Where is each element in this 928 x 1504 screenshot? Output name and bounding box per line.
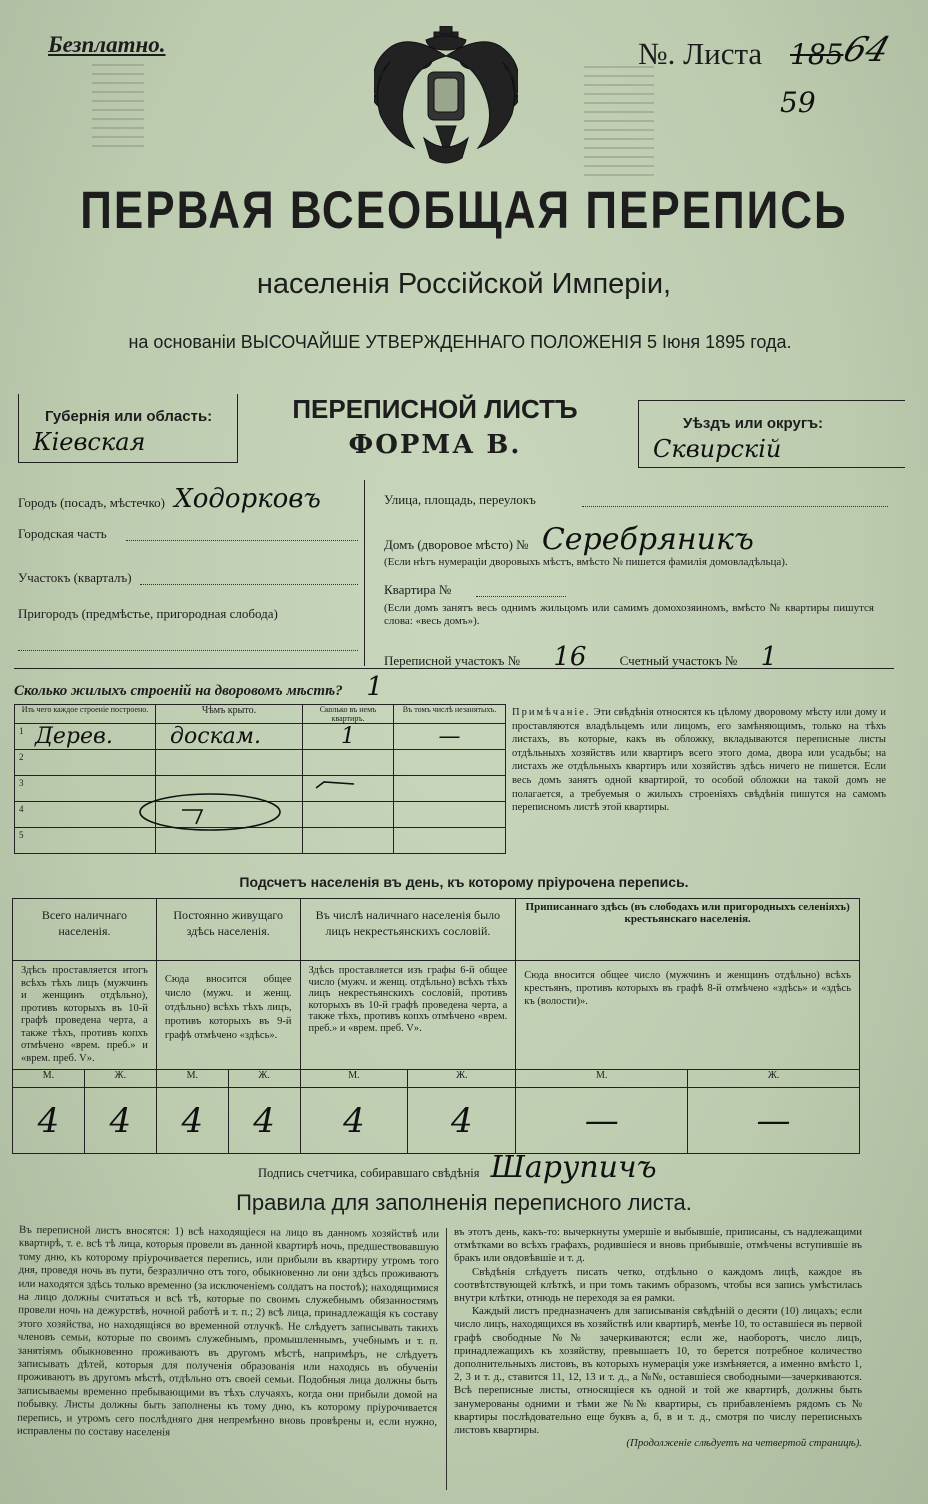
population-desc-2: Здѣсь проставляется изъ графы 6-й общее число (мужч. и женщ. отдѣльно) всѣхъ тѣхъ лицъ некрестьянскихъ сословій, противъ которыхъ въ 10-й графѣ проведена черта, а также тѣхъ, противъ копхъ отмѣчено «врем. преб.» и «врем. преб. V».	[300, 961, 516, 1070]
buildings-cell	[394, 750, 506, 776]
value-m-peasant: —	[516, 1088, 688, 1154]
buildings-answer: 1	[366, 672, 383, 702]
value-m-permanent: 4	[156, 1088, 228, 1154]
vacant-value: —	[394, 724, 506, 750]
label-f: Ж.	[228, 1070, 300, 1088]
house-row	[384, 522, 884, 557]
label-m: М.	[300, 1070, 408, 1088]
buildings-question: Сколько жилыхъ строеній на дворовомъ мѣстѣ?	[14, 683, 343, 699]
population-desc-3: Сюда вносится общее число (мужчинъ и женщинъ отдѣльно) всѣхъ крестьянъ, противъ которыхъ въ графѣ 8-й отмѣчено «здѣсь» и «здѣсь къ (волости)».	[516, 961, 860, 1070]
house-value: Серебряникъ	[541, 522, 754, 557]
census-area-label: Переписной участокъ №	[384, 653, 521, 668]
apartment-line	[476, 596, 566, 597]
value-f-non-peasant: 4	[408, 1088, 516, 1154]
population-sex-row	[13, 1070, 860, 1088]
signature-value: Шарупичъ	[490, 1150, 657, 1185]
rules-right-para-3: Каждый листъ предназначенъ для записыванія свѣдѣній о десяти (10) лицахъ; если число лицъ, находящихся въ хозяйствѣ или квартирѣ, менѣе 10, то оставшіеся въ первой графѣ свободные №№ зачеркиваются; если же, наоборотъ, число лицъ, принадлежащихъ къ хозяйству, превышаетъ 10, то берется потребное количество дополнительныхъ листовъ, въ которыхъ нумерація уже измѣняется, а именно вмѣсто 1, 2, 3 и т. д., ставится 11, 12, 13 и т. д., а №№, оставшіеся свободными—зачеркиваются. Всѣ переписные листы, относящіеся къ одной и той же квартирѣ, должны быть занумерованы одними и тѣми же №№ квартиры, съ прибавленіемъ рядомъ съ № квартиры послѣдовательно еще буквъ а, б, в и т. д., смотря по числу переписныхъ листовъ квартиры.	[454, 1305, 862, 1437]
buildings-note-title: Примѣчаніе.	[512, 707, 591, 718]
buildings-row	[14, 672, 383, 702]
label-f: Ж.	[408, 1070, 516, 1088]
house-note: (Если нѣтъ нумераціи дворовыхъ мѣстъ, вмѣсто № пишется фамилія домовладѣльца).	[384, 556, 788, 568]
population-head-2: Въ числѣ наличнаго населенія было лицъ некрестьянскихъ сословій.	[300, 899, 516, 961]
value-m-present: 4	[13, 1088, 85, 1154]
buildings-cell-material-1	[15, 724, 156, 750]
population-desc-1: Сюда вносится общее число (мужч. и женщ. отдѣльно) всѣхъ тѣхъ лицъ, противъ которыхъ въ 9-й графѣ отмѣчено «здѣсь».	[156, 961, 300, 1070]
sheet-title: ПЕРЕПИСНОЙ ЛИСТЪ	[292, 394, 578, 424]
row-number: 1	[19, 726, 24, 736]
population-title: Подсчетъ населенія въ день, къ которому пріурочена перепись.	[239, 874, 689, 890]
sheet-number-second: 59	[780, 86, 816, 119]
rules-column-divider	[446, 1228, 447, 1490]
buildings-note-text: Эти свѣдѣнія относятся къ цѣлому дворовому мѣсту или дому и проставляются владѣльцемъ или лицомъ, его замѣняющимъ, только на тѣхъ листахъ, въ которые, какъ въ обложку, вкладываются переписные листы отдѣльныхъ хозяйствъ или квартиръ всего этого дома, двора или усадьбы; на листахъ же отдѣльныхъ квартиръ или хозяйствъ здѣсь ничего не пишется. Если весь домъ занятъ одной квартирой, то особой обложки на такой домъ не полагается, а требуемыя о жилыхъ строеніяхъ свѣдѣнія пишутся на самомъ переписномъ листѣ этой квартиры.	[512, 707, 886, 814]
house-label: Домъ (дворовое мѣсто) №	[384, 537, 529, 552]
rules-right-column	[454, 1226, 862, 1450]
signature-row	[258, 1150, 738, 1185]
population-head-1: Постоянно живущаго здѣсь населенія.	[156, 899, 300, 961]
label-m: М.	[516, 1070, 688, 1088]
rules-right-para-2: Свѣдѣнія слѣдуетъ писать четко, отдѣльно о каждомъ лицѣ, каждое въ соотвѣтствующей клѣткѣ, и при томъ такимъ образомъ, чтобы вся запись умѣстилась внутри клѣтки, отнюдь не переходя за ея рамки.	[454, 1265, 862, 1305]
suburb-label: Пригородъ (предмѣстье, пригородная слобода)	[18, 606, 278, 621]
address-divider	[364, 480, 365, 666]
census-area-value: 16	[553, 642, 587, 672]
buildings-header-apts: Сколько въ немъ квартиръ.	[303, 705, 394, 724]
rules-left-column: Въ переписной листъ вносятся: 1) всѣ находящіеся на лицо въ данномъ хозяйствѣ или квартирѣ, т. е. всѣ тѣ лица, которыя провели въ данной квартирѣ ночь, предшествовавшую тому дню, къ которому пріурочивается перепись, или прибыли въ квартиру утромъ того дня, проведя ночь въ пути, безразлично отъ того, обыкновенно ли они здѣсь проживаютъ или находятся здѣсь только временно (за исключеніемъ солдатъ на постоѣ); находящимися на лицо должны считаться и всѣ тѣ, которые по своимъ служебнымъ обязанностямъ провели ночь на дежурствѣ, ночной работѣ и т. п.; 2) всѣ лица, принадлежащія къ составу этого хозяйства, но находящіяся во временной отлучкѣ. Не слѣдуетъ записывать такихъ членовъ семьи, которые по своимъ служебнымъ, промышленнымъ, учебнымъ и т. п. занятіямъ обыкновенно проживаютъ въ другомъ мѣстѣ, напримѣръ, не слѣдуетъ записывать дѣтей, которыя для полученія образованія или находясь въ обученіи проживаютъ въ другомъ мѣстѣ, отдѣльно отъ своей семьи. Подобныя лица должны быть записываемы временно пребывающими въ тѣхъ случаяхъ, когда они прибыли домой на побывку. Листы должны быть заполнены къ тому дню, къ которому пріурочивается перепись, и утромъ сего послѣдняго дня непремѣнно вновь провѣрены и, если нужно, исправлены по составу населенія	[16, 1223, 440, 1439]
buildings-cell	[394, 802, 506, 828]
gubernia-box	[18, 394, 238, 463]
value-f-peasant: —	[688, 1088, 860, 1154]
apartment-note: (Если домъ занятъ весь однимъ жильцомъ или самимъ домохозяиномъ, вмѣсто № квартиры пишутся слова: «весь домъ»).	[384, 602, 874, 627]
bleed-through-left	[92, 64, 144, 154]
buildings-cell	[394, 776, 506, 802]
sheet-number-crossed: 185	[790, 38, 844, 71]
population-head-3: Приписаннаго здѣсь (въ слободахъ или пригородныхъ селеніяхъ) крестьянскаго населенія.	[516, 899, 860, 961]
city-label: Городъ (посадъ, мѣстечко)	[18, 495, 165, 510]
uezd-box	[638, 400, 905, 468]
title-basis: на основаніи ВЫСОЧАЙШЕ УТВЕРЖДЕННАГО ПОЛОЖЕНІЯ 5 Іюня 1895 года.	[128, 332, 792, 352]
buildings-note	[512, 706, 886, 815]
buildings-header-roof: Чѣмъ крыто.	[156, 705, 303, 724]
uezd-value: Сквирскій	[653, 435, 782, 463]
count-area-value: 1	[760, 642, 778, 672]
form-label: ФОРМА В.	[348, 430, 522, 460]
city-row	[18, 484, 358, 514]
value-m-non-peasant: 4	[300, 1088, 408, 1154]
row-number: 2	[19, 752, 24, 762]
buildings-row-1	[15, 724, 506, 750]
buildings-header-row	[15, 705, 506, 724]
roof-value: доскам.	[156, 724, 303, 750]
count-area-label: Счетный участокъ №	[619, 653, 738, 668]
city-value: Ходорковъ	[174, 484, 321, 514]
population-head-row	[13, 899, 860, 961]
gubernia-label: Губернія или область:	[45, 408, 213, 425]
rules-continued: (Продолженіе слѣдуетъ на четвертой страницѣ).	[626, 1437, 862, 1450]
title-main: ПЕРВАЯ ВСЕОБЩАЯ ПЕРЕПИСЬ	[80, 181, 848, 240]
double-headed-eagle-icon	[374, 26, 518, 176]
suburb-line	[18, 650, 358, 651]
city-part-line	[126, 540, 358, 541]
city-part-label: Городская часть	[18, 526, 107, 541]
value-f-permanent: 4	[228, 1088, 300, 1154]
row-number: 3	[19, 778, 24, 788]
pen-marks	[130, 770, 390, 840]
label-f: Ж.	[688, 1070, 860, 1088]
sheet-number-handwritten: 64	[838, 30, 895, 70]
population-desc-row	[13, 961, 860, 1070]
population-head-0: Всего наличнаго населенія.	[13, 899, 157, 961]
value-f-present: 4	[84, 1088, 156, 1154]
buildings-cell	[394, 828, 506, 854]
population-table	[12, 898, 860, 1154]
rules-title: Правила для заполненія переписного листа.	[236, 1190, 692, 1215]
row-number: 5	[19, 830, 24, 840]
population-values-row	[13, 1088, 860, 1154]
buildings-header-vacant: Въ томъ числѣ незанятыхъ.	[394, 705, 506, 724]
free-label: Безплатно.	[48, 32, 166, 57]
label-m: М.	[156, 1070, 228, 1088]
material-value: Дерев.	[35, 724, 113, 749]
sheet-number-label: №. Листа	[638, 36, 763, 71]
district-label: Участокъ (кварталъ)	[18, 570, 132, 585]
district-line	[140, 584, 358, 585]
street-label: Улица, площадь, переулокъ	[384, 492, 536, 507]
signature-label: Подпись счетчика, собиравшаго свѣдѣнія	[258, 1166, 480, 1180]
gubernia-value: Кіевская	[33, 428, 146, 456]
label-m: М.	[13, 1070, 85, 1088]
address-bottom-rule	[14, 668, 894, 669]
population-desc-0: Здѣсь проставляется итогъ всѣхъ тѣхъ лицъ (мужчинъ и женщинъ отдѣльно), противъ которыхъ въ 10-й графѣ проведена черта, а также тѣхъ, противъ копхъ отмѣчено «врем. преб.» и «врем. преб. V».	[13, 961, 157, 1070]
label-f: Ж.	[84, 1070, 156, 1088]
apts-value: 1	[303, 724, 394, 750]
row-number: 4	[19, 804, 24, 814]
uezd-label: Уѣздъ или округъ:	[683, 415, 824, 432]
rules-right-para-1: въ этотъ день, какъ-то: вычеркнуты умершіе и выбывшіе, приписаны, съ надлежащими отмѣтками во всѣхъ графахъ, родившіеся и вновь прибывшіе, отмѣчены вступившіе въ бракъ или овдовѣвшіе и т. д.	[454, 1226, 862, 1265]
buildings-header-material: Изъ чего каждое строеніе построено.	[15, 705, 156, 724]
title-sub: населенія Россійской Имперіи,	[256, 268, 672, 300]
street-line	[582, 506, 888, 507]
apartment-label: Квартира №	[384, 582, 452, 597]
bleed-through-right	[584, 66, 654, 176]
